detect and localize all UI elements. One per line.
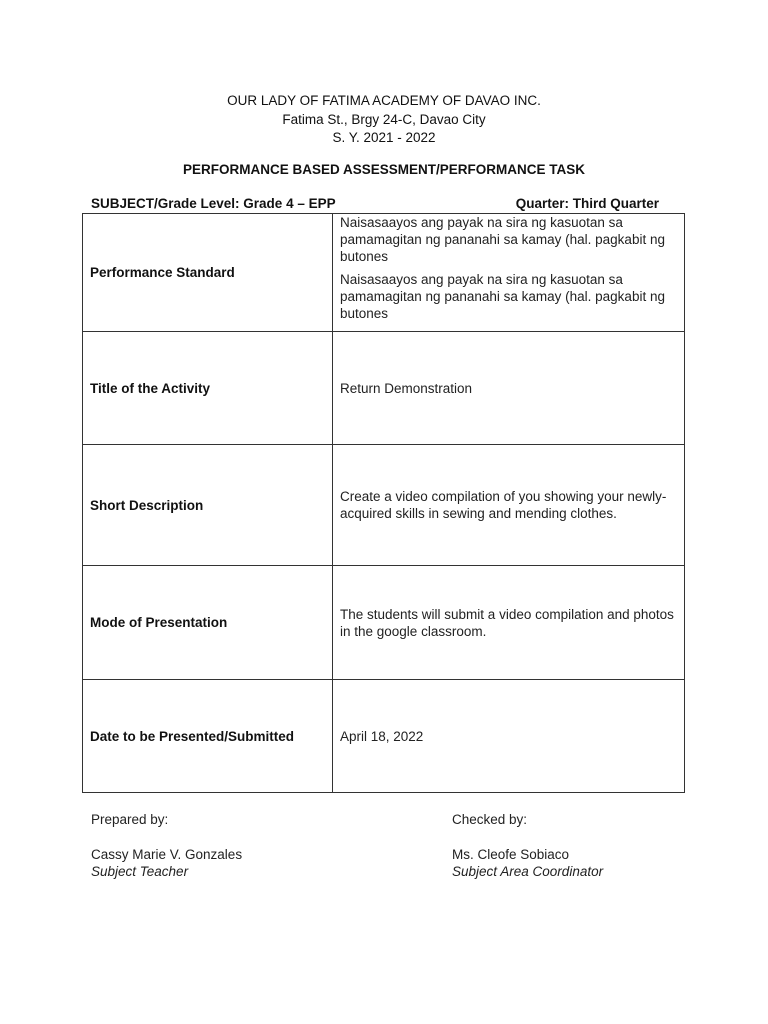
subject-grade-level: SUBJECT/Grade Level: Grade 4 – EPP	[91, 196, 336, 211]
short-description-label: Short Description	[83, 445, 333, 566]
date-label: Date to be Presented/Submitted	[83, 680, 333, 793]
table-row	[83, 680, 685, 793]
document-header	[0, 92, 768, 148]
table-row	[83, 214, 685, 332]
checked-by-block	[452, 811, 603, 880]
mode-of-presentation-label: Mode of Presentation	[83, 566, 333, 680]
table-row	[83, 332, 685, 445]
table-row	[83, 566, 685, 680]
checked-by-role: Subject Area Coordinator	[452, 864, 604, 879]
performance-standard-text-2: Naisasaayos ang payak na sira ng kasuotan sa pamamagitan ng pananahi sa kamay (hal. pagkabit ng butones	[340, 272, 665, 321]
quarter: Quarter: Third Quarter	[515, 196, 659, 211]
subject-line	[91, 196, 659, 211]
prepared-by-name: Cassy Marie V. Gonzales	[91, 847, 243, 862]
prepared-by-label: Prepared by:	[91, 812, 169, 827]
activity-title-label: Title of the Activity	[83, 332, 333, 445]
prepared-by-block	[91, 811, 242, 880]
table-row	[83, 445, 685, 566]
date-value: April 18, 2022	[333, 680, 685, 793]
performance-standard-text-1: Naisasaayos ang payak na sira ng kasuotan sa pamamagitan ng pananahi sa kamay (hal. pagkabit ng butones	[340, 215, 665, 264]
prepared-by-role: Subject Teacher	[91, 864, 189, 879]
checked-by-label: Checked by:	[452, 812, 528, 827]
checked-by-name: Ms. Cleofe Sobiaco	[452, 847, 570, 862]
activity-title-value: Return Demonstration	[333, 332, 685, 445]
mode-of-presentation-value: The students will submit a video compilation and photos in the google classroom.	[333, 566, 685, 680]
performance-standard-value	[333, 214, 685, 332]
assessment-table	[82, 213, 685, 793]
document-title: PERFORMANCE BASED ASSESSMENT/PERFORMANCE TASK	[182, 162, 586, 177]
school-name: OUR LADY OF FATIMA ACADEMY OF DAVAO INC.	[227, 93, 541, 108]
school-year: S. Y. 2021 - 2022	[332, 130, 436, 145]
performance-standard-label: Performance Standard	[83, 214, 333, 332]
school-address: Fatima St., Brgy 24-C, Davao City	[282, 111, 486, 127]
short-description-value: Create a video compilation of you showing your newly-acquired skills in sewing and mending clothes.	[333, 445, 685, 566]
